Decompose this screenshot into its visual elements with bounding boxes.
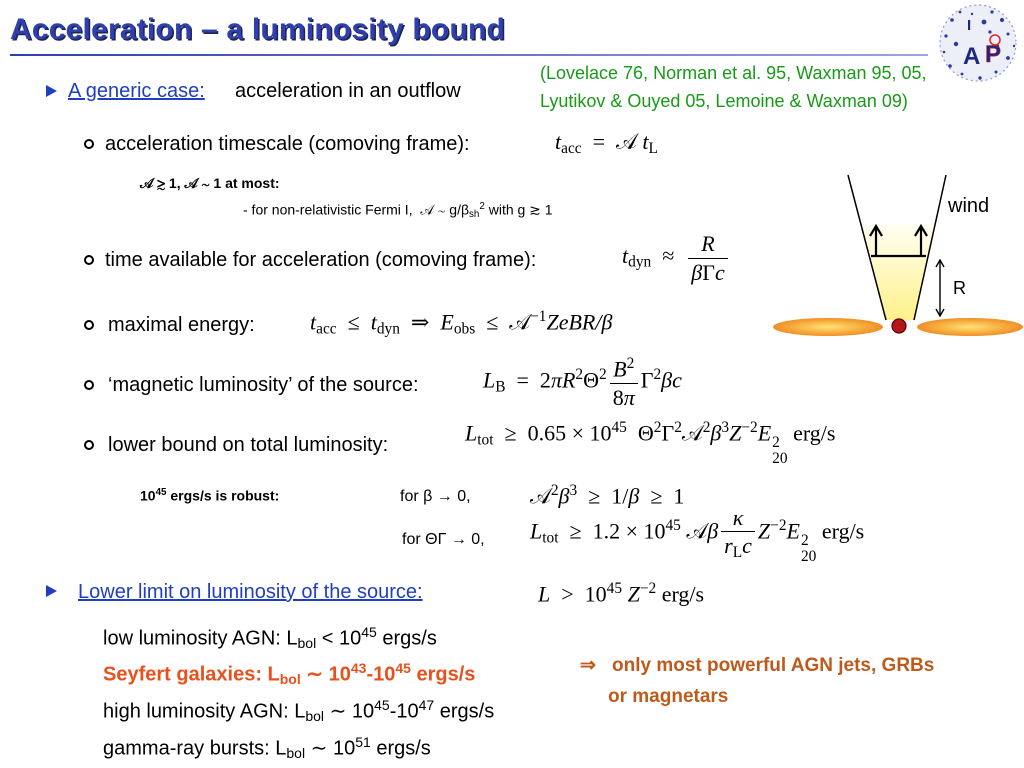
case-condition: for β → 0,	[400, 488, 471, 505]
superscript: 2	[800, 531, 809, 549]
text-run: ⇒	[399, 309, 441, 335]
superscript: −2	[770, 517, 787, 535]
source-luminosity-item	[103, 727, 431, 762]
source-luminosity-item-highlight	[103, 653, 476, 688]
subscript: dyn	[376, 319, 400, 337]
text-run: ergs/s	[376, 627, 437, 650]
italic-symbol: t	[642, 129, 649, 155]
italic-symbol: c	[742, 533, 752, 559]
conclusion-line: only most powerful AGN jets, GRBs	[612, 655, 935, 676]
italic-symbol: t	[310, 309, 317, 335]
equation-body	[530, 505, 864, 565]
text-run: ≥ 1.2 × 10	[558, 518, 666, 544]
superscript: 2	[550, 482, 559, 500]
superscript: 45	[155, 487, 167, 498]
italic-symbol: π	[623, 385, 635, 411]
italic-symbol: Z	[729, 420, 742, 446]
subscript: dyn	[628, 253, 652, 271]
radius-label: R	[953, 278, 966, 298]
bullet-triangle-icon	[46, 585, 57, 597]
italic-symbol: c	[714, 259, 725, 285]
numerator	[721, 505, 755, 532]
maximal-energy-equation	[310, 291, 612, 355]
subbullet-label: acceleration timescale (comoving frame):	[105, 133, 470, 155]
text-run: high luminosity AGN: L	[103, 700, 306, 723]
italic-symbol: E	[786, 518, 800, 544]
subscript: bol	[305, 708, 325, 725]
subscript: tot	[477, 431, 494, 449]
italic-symbol: t	[555, 129, 562, 155]
text-run: - for non-relativistic Fermi I, 𝒜 ∼ g/β	[243, 201, 470, 218]
italic-symbol: βc	[661, 368, 682, 394]
text-run: with g ≳ 1	[484, 201, 553, 218]
source-luminosity-item	[103, 617, 437, 652]
citation-line: Lyutikov & Ouyed 05, Lemoine & Waxman 09)	[540, 91, 908, 111]
subbullet-label: ‘magnetic luminosity’ of the source:	[108, 374, 419, 396]
subbullet-label: time available for acceleration (comoving frame):	[105, 249, 537, 271]
iap-logo	[932, 0, 1022, 88]
text-run: Θ	[626, 420, 654, 446]
italic-symbol: κ	[732, 505, 744, 531]
bullet-text: acceleration in an outflow	[235, 80, 461, 102]
superscript: 3	[569, 482, 578, 500]
logo-letter: P	[985, 41, 1002, 68]
fraction	[610, 355, 638, 410]
text-run: = 2	[505, 368, 551, 394]
superscript: −1	[530, 307, 547, 325]
subscript: bol	[297, 635, 317, 652]
italic-symbol: β	[628, 483, 640, 509]
text-run: 10	[140, 487, 156, 504]
italic-symbol: Z	[627, 581, 640, 607]
subbullet-label: lower bound on total luminosity:	[108, 434, 389, 456]
superscript: 2	[599, 366, 607, 384]
subscript: L	[732, 544, 743, 562]
superscript: 2	[653, 366, 662, 384]
source-luminosity-item	[103, 690, 495, 725]
subscript: obs	[453, 319, 476, 337]
italic-symbol: L	[465, 420, 478, 446]
text-run: ergs/s	[410, 663, 476, 686]
accretion-disc-left	[773, 318, 883, 336]
note-line: 𝒜 ≳ 1, 𝒜 ∼ 1 at most:	[140, 175, 280, 191]
text-run: < 10	[316, 627, 362, 650]
italic-symbol: L	[538, 581, 551, 607]
superscript: 2	[479, 201, 485, 212]
subscript: L	[648, 140, 658, 158]
robust-label	[140, 483, 279, 503]
superscript: 2	[702, 419, 711, 437]
superscript: 3	[721, 419, 730, 437]
italic-symbol: E	[440, 309, 454, 335]
text-run: ≤	[336, 309, 371, 335]
superscript: 51	[355, 734, 371, 750]
central-source-dot	[892, 319, 906, 333]
title-underline	[10, 54, 928, 56]
italic-symbol: ZeBR/β	[546, 309, 613, 335]
text-run: -10	[366, 663, 396, 686]
subscript: bol	[279, 671, 301, 688]
dynamical-time-equation	[622, 226, 731, 290]
magnetic-luminosity-equation	[483, 351, 682, 415]
text-run: 𝒜	[530, 483, 551, 509]
sub-superscript	[772, 435, 787, 467]
text-run: erg/s	[656, 581, 705, 607]
italic-symbol: β	[707, 518, 719, 544]
case-equation	[530, 503, 864, 567]
logo-letter: I	[967, 17, 972, 34]
denominator	[721, 532, 755, 562]
text-run: Γ	[661, 420, 675, 446]
subscript: acc	[316, 319, 337, 337]
superscript: 45	[374, 697, 390, 713]
text-run: ≥ 0.65 × 10	[493, 420, 612, 446]
subbullet-circle-icon	[84, 440, 94, 450]
italic-symbol: β	[691, 259, 703, 285]
subbullet-circle-icon	[84, 255, 94, 265]
text-run: ∼ 10	[300, 663, 351, 686]
superscript: 2	[575, 366, 584, 384]
radius-arrow-icon	[936, 260, 944, 316]
italic-symbol: t	[622, 243, 629, 269]
text-run: low luminosity AGN: L	[103, 627, 298, 650]
superscript: 2	[674, 419, 682, 437]
subscript: 20	[800, 547, 817, 565]
accretion-disc-right	[917, 318, 1023, 336]
superscript: −2	[741, 419, 758, 437]
text-run: 𝒜	[616, 129, 643, 155]
text-run: erg/s	[787, 420, 836, 446]
text-run: 𝒜	[680, 518, 708, 544]
equation-body	[622, 231, 731, 285]
text-run: ∼ 10	[305, 737, 356, 760]
italic-symbol: β	[710, 420, 722, 446]
subscript: acc	[561, 140, 582, 158]
superscript: 45	[395, 660, 411, 676]
subscript: sh	[469, 208, 480, 220]
text-run: Γ	[702, 259, 715, 285]
text-run: ergs/s is robust:	[166, 487, 280, 504]
superscript: −2	[639, 580, 657, 598]
superscript: 45	[611, 419, 627, 437]
logo-letter: A	[963, 43, 981, 70]
text-run: ≤	[475, 309, 510, 335]
text-run: Γ	[640, 368, 654, 394]
sub-superscript	[801, 533, 816, 565]
superscript: 2	[653, 419, 662, 437]
subbullet-circle-icon	[84, 320, 94, 330]
italic-symbol: πR	[550, 368, 576, 394]
subscript: tot	[542, 529, 559, 547]
generic-case-link[interactable]: A generic case:	[68, 80, 205, 102]
subbullet-label: maximal energy:	[108, 314, 255, 336]
italic-symbol: L	[483, 368, 496, 394]
numerator	[610, 355, 638, 384]
slide-title: Acceleration – a luminosity bound	[10, 13, 506, 46]
citation-line: (Lovelace 76, Norman et al. 95, Waxman 95, 05,	[540, 63, 927, 83]
superscript: 45	[361, 624, 377, 640]
text-run: =	[581, 129, 617, 155]
numerator	[688, 231, 727, 258]
text-run: erg/s	[816, 518, 865, 544]
subscript: 20	[772, 449, 788, 467]
fraction	[688, 231, 727, 285]
subbullet-circle-icon	[84, 139, 94, 149]
equation-body	[483, 355, 682, 410]
text-run: ergs/s	[370, 737, 431, 760]
text-run: ergs/s	[434, 700, 495, 723]
luminosity-limit-equation	[538, 562, 704, 626]
text-run: ≥ 1	[639, 483, 685, 509]
text-run: gamma-ray bursts: L	[103, 737, 287, 760]
equation-body	[465, 419, 835, 467]
wind-diagram	[760, 165, 1024, 350]
superscript: 43	[350, 660, 367, 676]
italic-symbol: B	[613, 356, 627, 382]
case-condition: for ΘΓ → 0,	[402, 531, 485, 548]
text-run: 𝒜	[681, 420, 703, 446]
italic-symbol: E	[757, 420, 772, 446]
denominator	[688, 259, 727, 285]
note-line	[243, 197, 553, 220]
italic-symbol: R	[701, 231, 715, 257]
acceleration-timescale-equation	[555, 112, 658, 176]
equation-body	[555, 129, 658, 158]
equation-body	[538, 580, 704, 608]
superscript: 45	[665, 517, 681, 535]
superscript: 2	[772, 433, 780, 451]
text-run: Seyfert galaxies: L	[103, 663, 280, 686]
equation-body	[310, 308, 612, 339]
text-run: 𝒜	[509, 309, 531, 335]
conclusion-line: or magnetars	[608, 686, 729, 707]
text-run: > 10	[550, 581, 607, 607]
superscript: 45	[606, 580, 623, 598]
subscript: B	[495, 378, 506, 396]
implies-arrow-icon: ⇒	[580, 655, 596, 676]
denominator	[610, 384, 638, 410]
text-run: Θ	[583, 368, 599, 394]
fraction	[721, 505, 755, 562]
text-run: ∼ 10	[324, 700, 375, 723]
superscript: 2	[626, 355, 635, 373]
bullet-triangle-icon	[46, 85, 57, 97]
italic-symbol: β	[558, 483, 570, 509]
subscript: bol	[286, 745, 306, 762]
text-run: ≥ 1/	[577, 483, 629, 509]
italic-symbol: r	[724, 533, 733, 559]
italic-symbol: Z	[757, 518, 771, 544]
subbullet-circle-icon	[84, 380, 94, 390]
text-run: 8	[612, 385, 624, 411]
wind-label: wind	[948, 195, 990, 217]
superscript: 47	[418, 697, 435, 713]
italic-symbol: t	[370, 309, 377, 335]
text-run: -10	[389, 700, 419, 723]
italic-symbol: L	[530, 518, 543, 544]
lower-limit-link[interactable]: Lower limit on luminosity of the source:	[78, 581, 423, 603]
text-run: ≈	[651, 243, 686, 269]
